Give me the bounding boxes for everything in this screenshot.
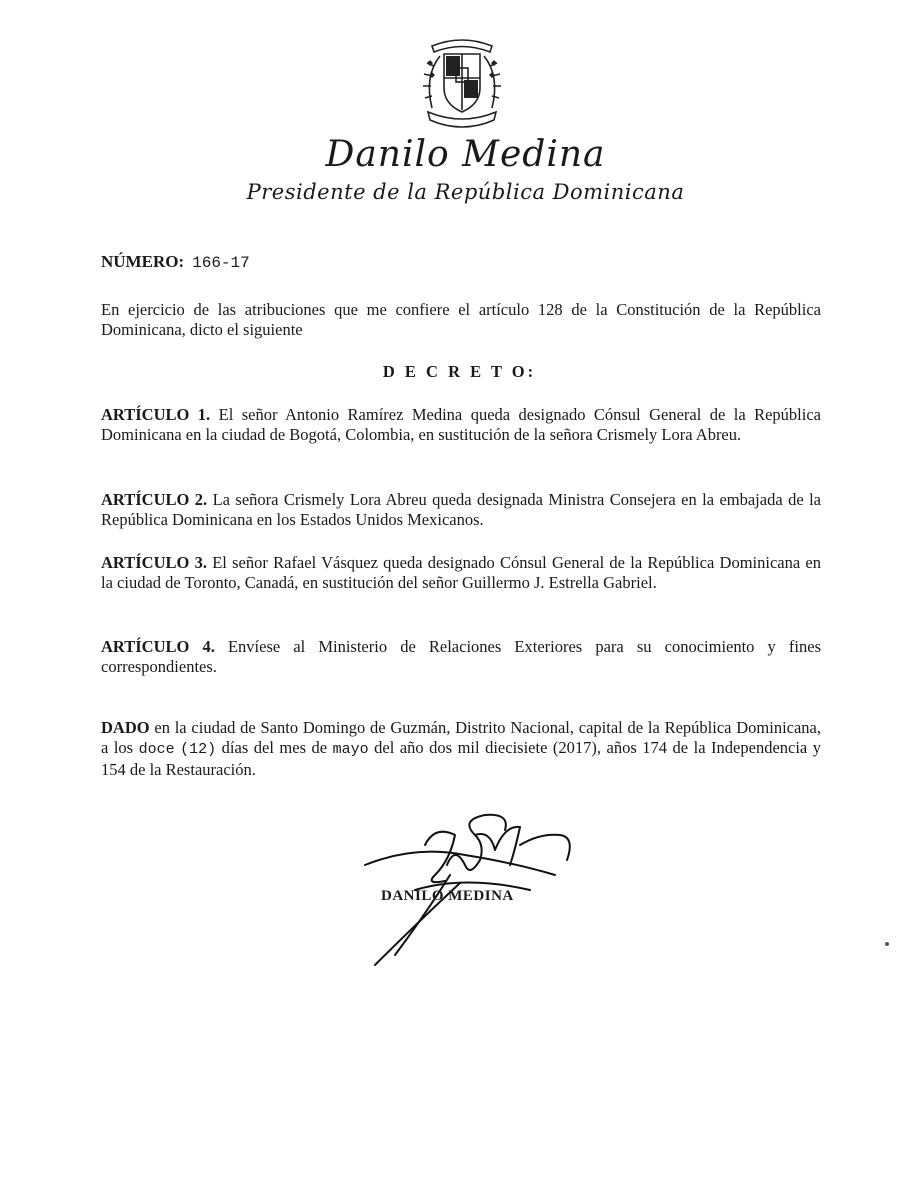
dado-part3: del año dos mil diecisiete (2017), años 174 de la Independencia y 154 de la Restauración. (101, 738, 822, 779)
dado-month: mayo (332, 741, 369, 758)
decreto-heading: D E C R E T O: (382, 362, 537, 381)
dado-part2: días del mes de (221, 738, 328, 757)
intro-paragraph: En ejercicio de las atribuciones que me confiere el artículo 128 de la Constitución de la República Dominicana, dicto el siguiente (101, 300, 821, 339)
numero-value: 166-17 (192, 254, 250, 272)
dado-paragraph (101, 718, 821, 780)
article-1-label: ARTÍCULO 1. (101, 405, 211, 424)
decree-number (101, 252, 250, 272)
numero-label: NÚMERO: (101, 252, 185, 271)
scan-speck (885, 942, 889, 946)
dado-day-text: doce (138, 741, 175, 758)
article-2-text: La señora Crismely Lora Abreu queda designada Ministra Consejera en la embajada de la República Dominicana en los Estados Unidos Mexicanos. (101, 490, 822, 529)
article-2 (101, 490, 821, 530)
article-4-label: ARTÍCULO 4. (101, 637, 215, 656)
article-1 (101, 405, 821, 445)
coat-of-arms-seal (410, 26, 515, 136)
article-3-label: ARTÍCULO 3. (101, 553, 207, 572)
article-3-text: El señor Rafael Vásquez queda designado Cónsul General de la República Dominicana en la ciudad de Toronto, Canadá, en sustitución del señor Guillermo J. Estrella Gabriel. (101, 553, 821, 592)
article-4 (101, 637, 821, 677)
dado-part1: en la ciudad de Santo Domingo de Guzmán, Distrito Nacional, capital de la República Dominicana, a los (101, 718, 822, 757)
article-4-text: Envíese al Ministerio de Relaciones Exteriores para su conocimiento y fines correspondientes. (101, 637, 821, 676)
dado-day-num: (12) (180, 741, 217, 758)
letterhead-name: Danilo Medina (325, 134, 606, 175)
article-2-label: ARTÍCULO 2. (101, 490, 208, 509)
signer-name: DANILO MEDINA (381, 888, 514, 904)
letterhead-title: Presidente de la República Dominicana (246, 180, 685, 204)
article-3 (101, 553, 821, 593)
dado-label: DADO (101, 718, 150, 737)
article-1-text: El señor Antonio Ramírez Medina queda designado Cónsul General de la República Dominicana en la ciudad de Bogotá, Colombia, en sustitución de la señora Crismely Lora Abreu. (101, 405, 821, 444)
